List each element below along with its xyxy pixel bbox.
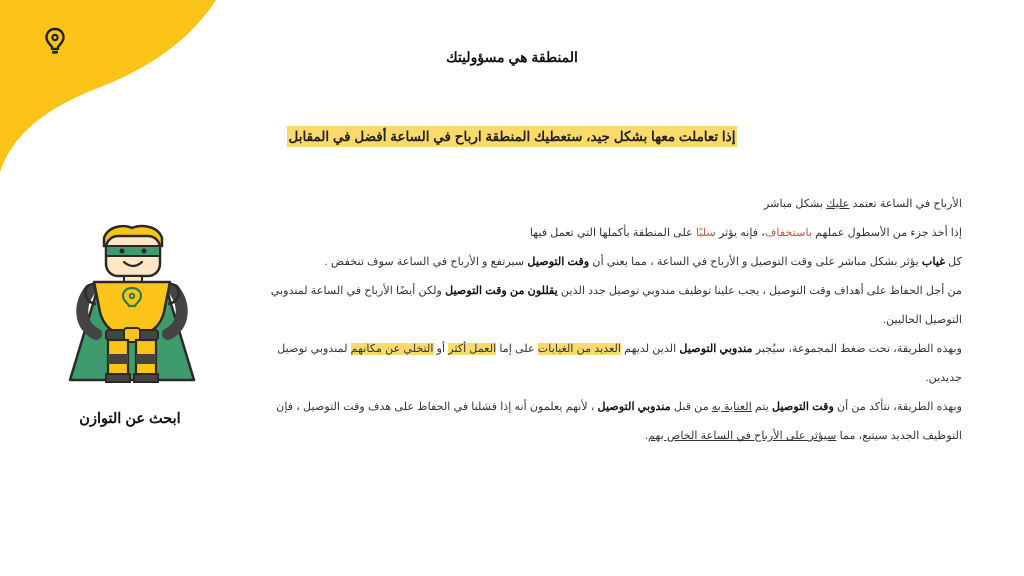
text-run: يؤثر بشكل مباشر على وقت التوصيل و الأرباح في الساعة ، مما يعني أن xyxy=(589,256,922,268)
text-run: الذين لديهم xyxy=(621,343,680,355)
red-text: باستخفاف xyxy=(764,227,812,239)
underlined-text: العناية به xyxy=(711,401,752,413)
highlighted-statement-text: إذا تعاملت معها بشكل جيد، ستعطيك المنطقة ارباح في الساعة أفضل في المقابل xyxy=(287,126,738,147)
corner-decoration xyxy=(0,0,230,180)
paragraph-4 xyxy=(268,277,962,335)
bold-text: غياب xyxy=(921,256,946,268)
text-run: إذا أخذ جزء من الأسطول عملهم xyxy=(812,227,962,239)
text-run: كل xyxy=(945,256,962,268)
underlined-text: سيؤثر على الأرباح في الساعة الخاص بهم xyxy=(648,430,837,442)
text-run: ولكن أيضًا الأرباح في الساعة لمندوبي التوصيل الحاليين. xyxy=(270,285,962,326)
superhero-trophy-mascot-illustration xyxy=(66,224,198,386)
text-run: على المنطقة بأكملها التي تعمل فيها xyxy=(529,227,696,239)
bold-text: يقللون من وقت التوصيل xyxy=(445,285,558,297)
text-run: ، لأنهم يعلمون أنه إذا فشلنا في الحفاظ على هدف وقت التوصيل ، فإن التوظيف الجديد سيتبع، مما xyxy=(276,401,962,442)
bold-text: وقت التوصيل xyxy=(771,401,834,413)
bold-text: مندوبي التوصيل xyxy=(597,401,671,413)
page-title: المنطقة هي مسؤوليتك xyxy=(446,49,578,65)
highlighted-statement xyxy=(0,126,1024,145)
body-text xyxy=(268,190,962,451)
text-run: لمندوبي توصيل جديدين. xyxy=(277,343,962,384)
highlighted-text: العديد من الغيابات xyxy=(537,343,622,355)
text-run: من قبل xyxy=(670,401,712,413)
bold-text: وقت التوصيل xyxy=(527,256,590,268)
text-run: سيرتفع و الأرباح في الساعة سوف تنخفض . xyxy=(324,256,528,268)
text-run: . xyxy=(644,430,649,442)
text-run: بشكل مباشر xyxy=(763,198,827,210)
bold-text: مندوبي التوصيل xyxy=(679,343,753,355)
text-run: الأرباح في الساعة تعتمد xyxy=(849,198,962,210)
paragraph-3 xyxy=(268,248,962,277)
highlighted-text: العمل أكثر xyxy=(448,343,497,355)
text-run: وبهذه الطريقة، تحت ضغط المجموعة، سيُجبر xyxy=(752,343,962,355)
text-run: وبهذه الطريقة، نتأكد من أن xyxy=(833,401,962,413)
red-text: سلبًا xyxy=(695,227,716,239)
text-run: من أجل الحفاظ على أهداف وقت التوصيل ، يجب علينا توظيف مندوبي توصيل جدد الذين xyxy=(557,285,962,297)
text-run: أو xyxy=(433,343,449,355)
text-run: يتم xyxy=(751,401,772,413)
paragraph-2 xyxy=(268,219,962,248)
underlined-text: عليك xyxy=(826,198,850,210)
text-run: على إما xyxy=(496,343,538,355)
highlighted-text: التخلي عن مكانهم xyxy=(350,343,434,355)
paragraph-1 xyxy=(268,190,962,219)
mascot-caption: ابحث عن التوازن xyxy=(79,411,181,427)
paragraph-6 xyxy=(268,393,962,451)
text-run: ، فإنه يؤثر xyxy=(715,227,765,239)
paragraph-5 xyxy=(268,335,962,393)
